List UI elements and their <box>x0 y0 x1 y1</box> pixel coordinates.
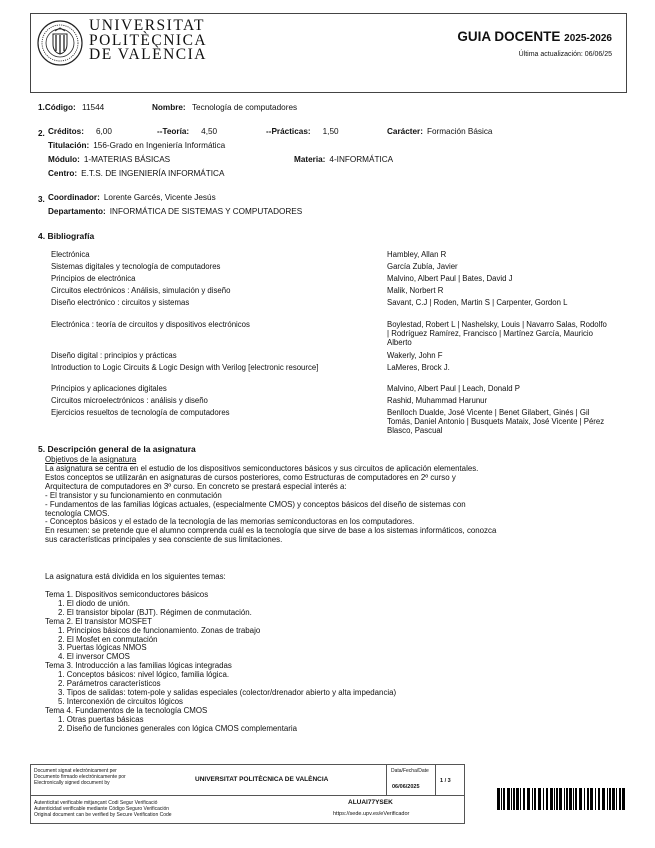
university-name: UNIVERSITAT POLITÈCNICA DE VALÈNCIA <box>89 17 208 63</box>
description-line: - Fundamentos de las familias lógicas actuales, (especialmente CMOS) y conceptos básicos del diseño de sistemas con <box>45 499 466 509</box>
topic-heading: Tema 1. Dispositivos semiconductores básicos <box>45 590 209 599</box>
topic-heading: Tema 3. Introducción a las familias lógicas integradas <box>45 661 232 671</box>
objectives-subtitle: Objetivos de la asignatura <box>45 455 137 464</box>
bib-author: Benlloch Dualde, José Vicente | Benet Gilabert, Ginés | Gil Tomás, Daniel Antonio | Busquets Mataix, José Vicente | Pérez Blasco, Pascual <box>387 408 605 435</box>
topic-item: 2. El transistor bipolar (BJT). Régimen de conmutación. <box>58 607 252 617</box>
signature-date: 06/06/2025 <box>392 784 420 790</box>
university-seal-icon <box>37 20 83 66</box>
topic-item: 1. Conceptos básicos: nivel lógico, familia lógica. <box>58 670 230 680</box>
course-name: Tecnología de computadores <box>191 103 298 112</box>
verification-code: ALUAI77YSEK <box>348 799 393 806</box>
center: Centro: E.T.S. DE INGENIERÍA INFORMÁTICA <box>48 169 225 178</box>
bib-title: Principios y aplicaciones digitales <box>51 384 167 393</box>
bib-title: Introduction to Logic Circuits & Logic Design with Verilog [electronic resource] <box>51 363 319 372</box>
academic-year: 2025-2026 <box>564 33 612 44</box>
description-body <box>45 465 496 545</box>
description-line: - El transistor y su funcionamiento en conmutación <box>45 490 222 500</box>
bib-title: Circuitos microelectrónicos : análisis y diseño <box>51 396 208 405</box>
topic-item: 3. Tipos de salidas: totem-pole y salidas especiales (colector/drenador abierto y alta impedancia) <box>58 687 397 697</box>
description-line: tecnología CMOS. <box>45 508 110 518</box>
description-line: Arquitectura de computadores en 3º curso. En concreto se prestará especial interés a: <box>45 481 347 491</box>
subject: Materia: 4-INFORMÁTICA <box>294 155 394 164</box>
date-label: Data/Fecha/Date <box>391 768 429 774</box>
bib-author: Rashid, Muhammad Harunur <box>387 396 488 405</box>
coordinator: Coordinador: Lorente Garcés, Vicente Jesús <box>48 193 216 202</box>
guide-title: GUIA DOCENTE 2025-2026 <box>457 29 612 44</box>
topic-heading: Tema 4. Fundamentos de la tecnología CMOS <box>45 705 208 715</box>
last-update: Última actualización: 06/06/25 <box>518 51 612 58</box>
bib-title: Electrónica : teoría de circuitos y dispositivos electrónicos <box>51 320 250 329</box>
topics-intro: La asignatura está dividida en los siguientes temas: <box>45 572 226 581</box>
course-character: Carácter: Formación Básica <box>387 127 493 136</box>
theory-credits: --Teoría: 4,50 <box>157 127 218 136</box>
bib-title: Electrónica <box>51 250 90 259</box>
topic-item: 1. Principios básicos de funcionamiento. Zonas de trabajo <box>58 625 261 635</box>
barcode-icon <box>497 788 625 810</box>
description-line: sus características principales y sea consciente de sus limitaciones. <box>45 535 283 545</box>
description-line: Estos conceptos se utilizarán en asignaturas de cursos posteriores, como Estructuras de computadores en 2º curso y <box>45 472 456 482</box>
module: Módulo: 1-MATERIAS BÁSICAS <box>48 155 171 164</box>
bib-title: Circuitos electrónicos : Análisis, simulación y diseño <box>51 286 231 295</box>
bib-author: Malvino, Albert Paul | Leach, Donald P <box>387 384 520 393</box>
bib-author: Malvino, Albert Paul | Bates, David J <box>387 274 513 283</box>
topics-list <box>45 591 396 734</box>
practice-credits: --Prácticas: 1,50 <box>266 127 339 136</box>
bib-author: García Zubía, Javier <box>387 262 458 271</box>
section-1: 1.Código: 11544 <box>38 103 105 112</box>
bib-title: Ejercicios resueltos de tecnología de computadores <box>51 408 230 417</box>
bib-title: Principios de electrónica <box>51 274 136 283</box>
bib-author: Malik, Norbert R <box>387 286 444 295</box>
bib-author: Savant, C.J | Roden, Martin S | Carpenter, Gordon L <box>387 298 568 307</box>
bib-title: Diseño electrónico : circuitos y sistemas <box>51 298 190 307</box>
topic-item: 1. El diodo de unión. <box>58 598 130 608</box>
bibliography-title: 4. Bibliografía <box>38 231 95 241</box>
description-line: - Conceptos básicos y el estado de la tecnología de las memorias semiconductoras en los computadores. <box>45 517 415 527</box>
topic-item: 2. El Mosfet en conmutación <box>58 634 158 644</box>
credits: Créditos: 6,00 <box>48 127 112 136</box>
course-code: 11544 <box>82 103 105 112</box>
verification-url[interactable]: https://sede.upv.es/eVerificador <box>333 811 410 817</box>
bib-title: Sistemas digitales y tecnología de computadores <box>51 262 221 271</box>
topic-item: 5. Interconexión de circuitos lógicos <box>58 696 184 706</box>
description-title: 5. Descripción general de la asignatura <box>38 444 196 454</box>
description-line: En resumen: se pretende que el alumno comprenda cuál es la tecnología que sirve de base a los sistemas informáticos, conozca <box>45 526 497 536</box>
signed-by-label: Document signat electrònicament per Documento firmado electrónicamente por Electronically signed document by <box>34 768 126 786</box>
signature-footer <box>30 764 627 824</box>
bib-author: Boylestad, Robert L | Nashelsky, Louis | Navarro Salas, Rodolfo | Rodríguez Ramírez, Francisco | Martínez García, Mauricio Alberto <box>387 320 607 347</box>
description-line: La asignatura se centra en el estudio de los dispositivos semiconductores básicos y sus circuitos de aplicación elementales. <box>45 464 479 473</box>
verification-label: Autenticitat verificable mitjançant Codi Segur Verificació Autenticidad verificable mediante Código Seguro Verificación Original document can be verified by Secure Verification Code <box>34 800 172 818</box>
document-header <box>30 13 627 93</box>
topic-item: 2. Diseño de funciones generales con lógica CMOS complementaria <box>58 723 298 733</box>
degree: Titulación: 156-Grado en Ingeniería Informática <box>48 141 226 150</box>
page-number: 1 / 3 <box>440 778 451 784</box>
topic-item: 2. Parámetros característicos <box>58 679 161 689</box>
signer-name: UNIVERSITAT POLITÈCNICA DE VALÈNCIA <box>195 776 329 783</box>
bib-author: Wakerly, John F <box>387 351 443 360</box>
bib-author: Hambley, Allan R <box>387 250 447 259</box>
topic-heading: Tema 2. El transistor MOSFET <box>45 616 152 626</box>
topic-item: 1. Otras puertas básicas <box>58 714 144 724</box>
bib-author: LaMeres, Brock J. <box>387 363 450 372</box>
bib-title: Diseño digital : principios y prácticas <box>51 351 177 360</box>
topic-item: 3. Puertas lógicas NMOS <box>58 643 147 653</box>
department: Departamento: INFORMÁTICA DE SISTEMAS Y COMPUTADORES <box>48 207 303 216</box>
topic-item: 4. El inversor CMOS <box>58 652 130 662</box>
